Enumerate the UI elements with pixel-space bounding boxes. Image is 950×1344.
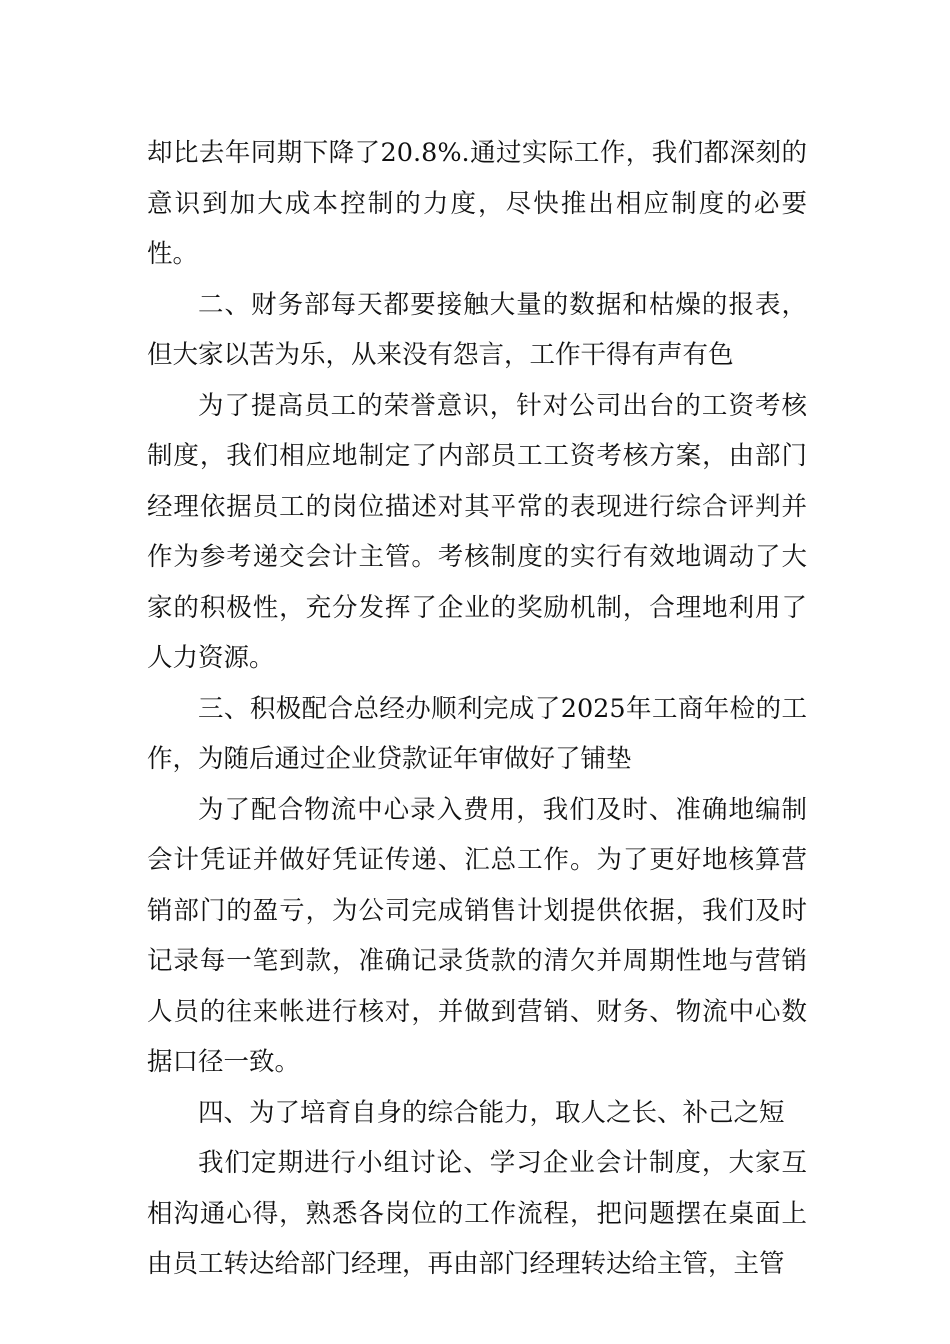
paragraph-7: 我们定期进行小组讨论、学习企业会计制度，大家互相沟通心得，熟悉各岗位的工作流程，把问题摆在桌面上由员工转达给部门经理，再由部门经理转达给主管，主管 (147, 1148, 807, 1279)
paragraph-4-heading: 三、积极配合总经办顺利完成了2025年工商年检的工作，为随后通过企业贷款证年审做好了铺垫 (147, 693, 807, 774)
document-body (147, 128, 807, 1290)
paragraph-5: 为了配合物流中心录入费用，我们及时、准确地编制会计凭证并做好凭证传递、汇总工作。为了更好地核算营销部门的盈亏，为公司完成销售计划提供依据，我们及时记录每一笔到款，准确记录货款的清欠并周期性地与营销人员的往来帐进行核对，并做到营销、财务、物流中心数据口径一致。 (147, 794, 807, 1077)
paragraph-6-heading: 四、为了培育自身的综合能力，取人之长、补己之短 (198, 1097, 785, 1128)
paragraph-3: 为了提高员工的荣誉意识，针对公司出台的工资考核制度，我们相应地制定了内部员工工资考核方案，由部门经理依据员工的岗位描述对其平常的表现进行综合评判并作为参考递交会计主管。考核制度的实行有效地调动了大家的积极性，充分发挥了企业的奖励机制，合理地利用了人力资源。 (147, 390, 807, 673)
paragraph-2-heading: 二、财务部每天都要接触大量的数据和枯燥的报表，但大家以苦为乐，从来没有怨言，工作干得有声有色 (147, 289, 807, 370)
paragraph-1: 却比去年同期下降了20.8%.通过实际工作，我们都深刻的意识到加大成本控制的力度，尽快推出相应制度的必要性。 (147, 138, 807, 269)
